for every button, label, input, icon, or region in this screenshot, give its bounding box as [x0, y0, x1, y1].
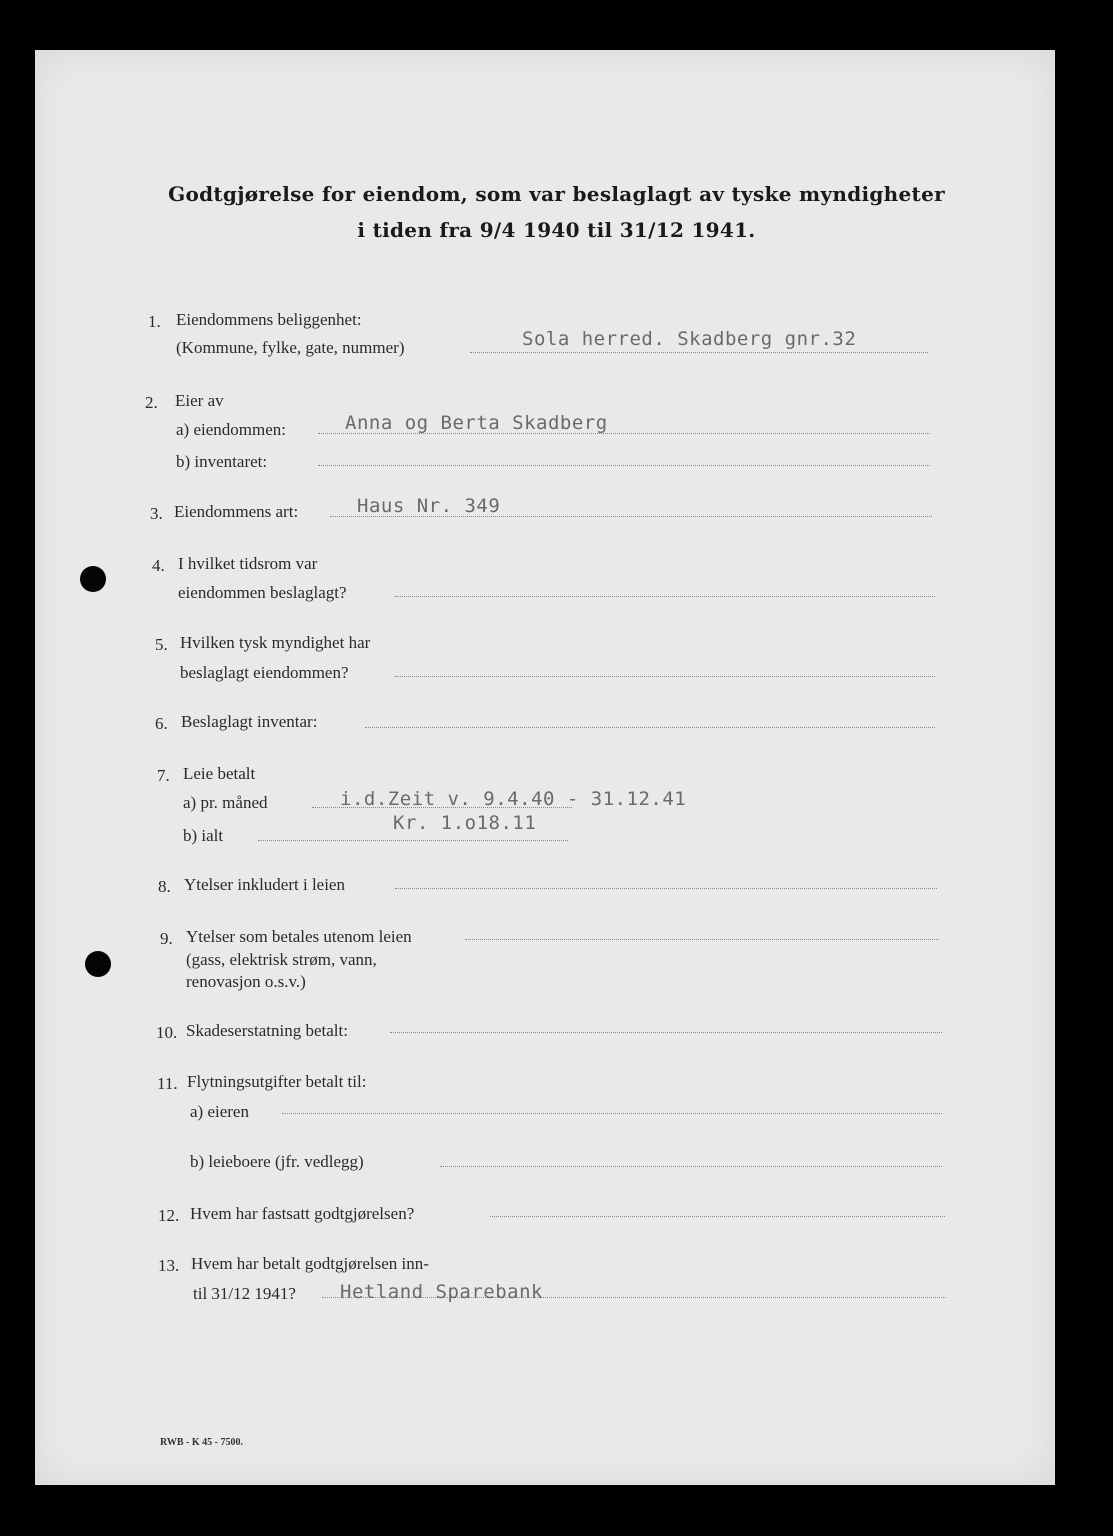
item-number: 2.	[145, 393, 158, 412]
included-services-label: Ytelser inkludert i leien	[184, 875, 345, 894]
period-label: I hvilket tidsrom var	[178, 554, 318, 573]
moving-costs-tenants-field-line	[440, 1166, 942, 1167]
item-number: 9.	[160, 929, 173, 948]
item-number: 8.	[158, 877, 171, 896]
included-services-field-line	[395, 888, 937, 889]
owner-property-answer: Anna og Berta Skadberg	[345, 412, 608, 434]
rent-monthly-label: a) pr. måned	[183, 793, 268, 812]
compensation-set-by-label: Hvem har fastsatt godtgjørelsen?	[190, 1204, 415, 1223]
compensation-paid-by-sublabel: til 31/12 1941?	[193, 1284, 296, 1303]
item-number: 4.	[152, 556, 165, 575]
authority-sublabel: beslaglagt eiendommen?	[180, 663, 349, 682]
owner-label: Eier av	[175, 391, 224, 410]
compensation-paid-by-label: Hvem har betalt godtgjørelsen inn-	[191, 1254, 429, 1273]
rent-total-label: b) ialt	[183, 826, 224, 845]
print-code: RWB - K 45 - 7500.	[160, 1437, 243, 1448]
compensation-paid-by-answer: Hetland Sparebank	[340, 1281, 543, 1303]
rent-total-field-line	[258, 840, 568, 841]
owner-inventory-label: b) inventaret:	[176, 452, 268, 471]
moving-costs-tenants-label: b) leieboere (jfr. vedlegg)	[190, 1152, 364, 1171]
damages-field-line	[390, 1032, 942, 1033]
item-number: 11.	[157, 1074, 178, 1093]
compensation-set-by-field-line	[490, 1216, 945, 1217]
rent-monthly-answer: i.d.Zeit v. 9.4.40 - 31.12.41	[340, 788, 687, 810]
location-field-line	[470, 352, 928, 353]
item-number: 3.	[150, 504, 163, 523]
punch-hole	[85, 951, 111, 977]
period-sublabel: eiendommen beslaglagt?	[178, 583, 347, 602]
item-number: 5.	[155, 635, 168, 654]
property-type-label: Eiendommens art:	[174, 502, 299, 521]
item-number: 7.	[157, 766, 170, 785]
extra-services-field-line	[465, 939, 939, 940]
moving-costs-label: Flytningsutgifter betalt til:	[187, 1072, 367, 1091]
authority-field-line	[395, 676, 935, 677]
extra-services-sublabel: renovasjon o.s.v.)	[186, 972, 306, 991]
moving-costs-owner-label: a) eieren	[190, 1102, 249, 1121]
extra-services-label: Ytelser som betales utenom leien	[186, 927, 412, 946]
seized-inventory-field-line	[365, 727, 935, 728]
item-number: 10.	[156, 1023, 178, 1042]
seized-inventory-label: Beslaglagt inventar:	[181, 712, 318, 731]
form-title-line-2: i tiden fra 9/4 1940 til 31/12 1941.	[357, 218, 756, 242]
location-label: Eiendommens beliggenhet:	[176, 310, 362, 329]
owner-property-label: a) eiendommen:	[176, 420, 286, 439]
form-title-line-1: Godtgjørelse for eiendom, som var beslaglagt av tyske myndigheter	[168, 182, 945, 206]
period-field-line	[395, 596, 935, 597]
property-type-answer: Haus Nr. 349	[357, 495, 501, 517]
moving-costs-owner-field-line	[282, 1113, 942, 1114]
item-number: 6.	[155, 714, 168, 733]
item-number: 1.	[148, 312, 161, 331]
extra-services-sublabel: (gass, elektrisk strøm, vann,	[186, 950, 377, 969]
authority-label: Hvilken tysk myndighet har	[180, 633, 371, 652]
item-number: 13.	[158, 1256, 180, 1275]
location-answer: Sola herred. Skadberg gnr.32	[522, 328, 857, 350]
damages-label: Skadeserstatning betalt:	[186, 1021, 348, 1040]
item-number: 12.	[158, 1206, 180, 1225]
rent-total-answer: Kr. 1.o18.11	[393, 812, 537, 834]
punch-hole	[80, 566, 106, 592]
owner-inventory-field-line	[318, 465, 930, 466]
rent-label: Leie betalt	[183, 764, 256, 783]
location-sublabel: (Kommune, fylke, gate, nummer)	[176, 338, 405, 357]
